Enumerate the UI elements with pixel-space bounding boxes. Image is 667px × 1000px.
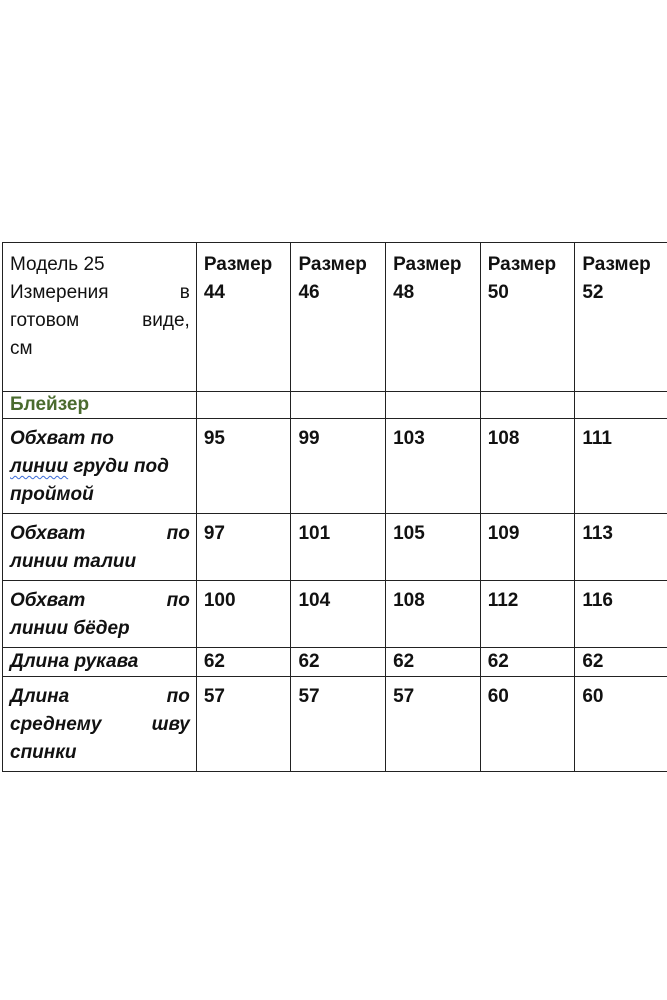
size-word: Размер [393,254,462,275]
measurement-caption-line-1: Измерения в [10,282,190,303]
label-line: спинки [10,742,77,763]
size-chart-table [2,242,667,772]
size-header-44 [196,243,291,392]
size-word: Размер [203,254,273,275]
size-number: 50 [487,282,509,303]
label-line: Обхват по [10,590,190,611]
table-row-waist [3,514,667,581]
value-cell: 111 [575,419,667,514]
value-cell: 99 [291,419,386,514]
value-cell: 104 [291,581,386,648]
value-cell: 100 [196,581,291,648]
value-cell: 57 [196,677,291,772]
value-cell: 62 [291,648,386,677]
empty-cell [480,392,575,419]
row-label-back-length [3,677,197,772]
empty-cell [386,392,481,419]
row-label-hips [3,581,197,648]
size-number: 44 [203,282,225,303]
value-cell: 60 [575,677,667,772]
value-cell: 101 [291,514,386,581]
size-number: 48 [393,282,415,303]
value-cell: 112 [480,581,575,648]
size-header-50 [480,243,575,392]
value-cell: 103 [386,419,481,514]
table-row-chest [3,419,667,514]
table-header-row [3,243,667,392]
value-cell: 57 [291,677,386,772]
value-cell: 97 [196,514,291,581]
table-row-back-length [3,677,667,772]
row-label-chest [3,419,197,514]
empty-cell [575,392,667,419]
value-cell: 62 [575,648,667,677]
table-row-sleeve [3,648,667,677]
size-header-46 [291,243,386,392]
measurement-caption-line-3: см [10,338,33,359]
measurement-caption-line-2: готовом виде, [10,310,190,331]
row-label-sleeve: Длина рукава [3,648,197,677]
label-line: линии бёдер [10,618,130,639]
label-line: среднему шву [10,714,190,735]
label-word: груди под [68,456,169,477]
size-word: Размер [582,254,651,275]
section-title: Блейзер [3,392,197,419]
value-cell: 109 [480,514,575,581]
value-cell: 116 [575,581,667,648]
size-header-48 [386,243,481,392]
empty-cell [196,392,291,419]
value-cell: 60 [480,677,575,772]
value-cell: 113 [575,514,667,581]
size-word: Размер [298,254,367,275]
value-cell: 62 [480,648,575,677]
label-line: линии талии [10,551,137,572]
size-number: 46 [298,282,320,303]
label-line: Обхват по [10,428,114,449]
value-cell: 108 [480,419,575,514]
model-name: Модель 25 [10,254,105,275]
value-cell: 62 [196,648,291,677]
size-number: 52 [582,282,604,303]
value-cell: 62 [386,648,481,677]
label-line: Длина по [10,686,190,707]
section-row [3,392,667,419]
size-header-52 [575,243,667,392]
value-cell: 105 [386,514,481,581]
label-line: проймой [10,484,94,505]
value-cell: 108 [386,581,481,648]
label-line: Обхват по [10,523,190,544]
row-label-waist [3,514,197,581]
value-cell: 57 [386,677,481,772]
table-row-hips [3,581,667,648]
size-word: Размер [487,254,557,275]
value-cell: 95 [196,419,291,514]
empty-cell [291,392,386,419]
label-word-underlined: линии [10,456,69,477]
header-label-cell [3,243,197,392]
